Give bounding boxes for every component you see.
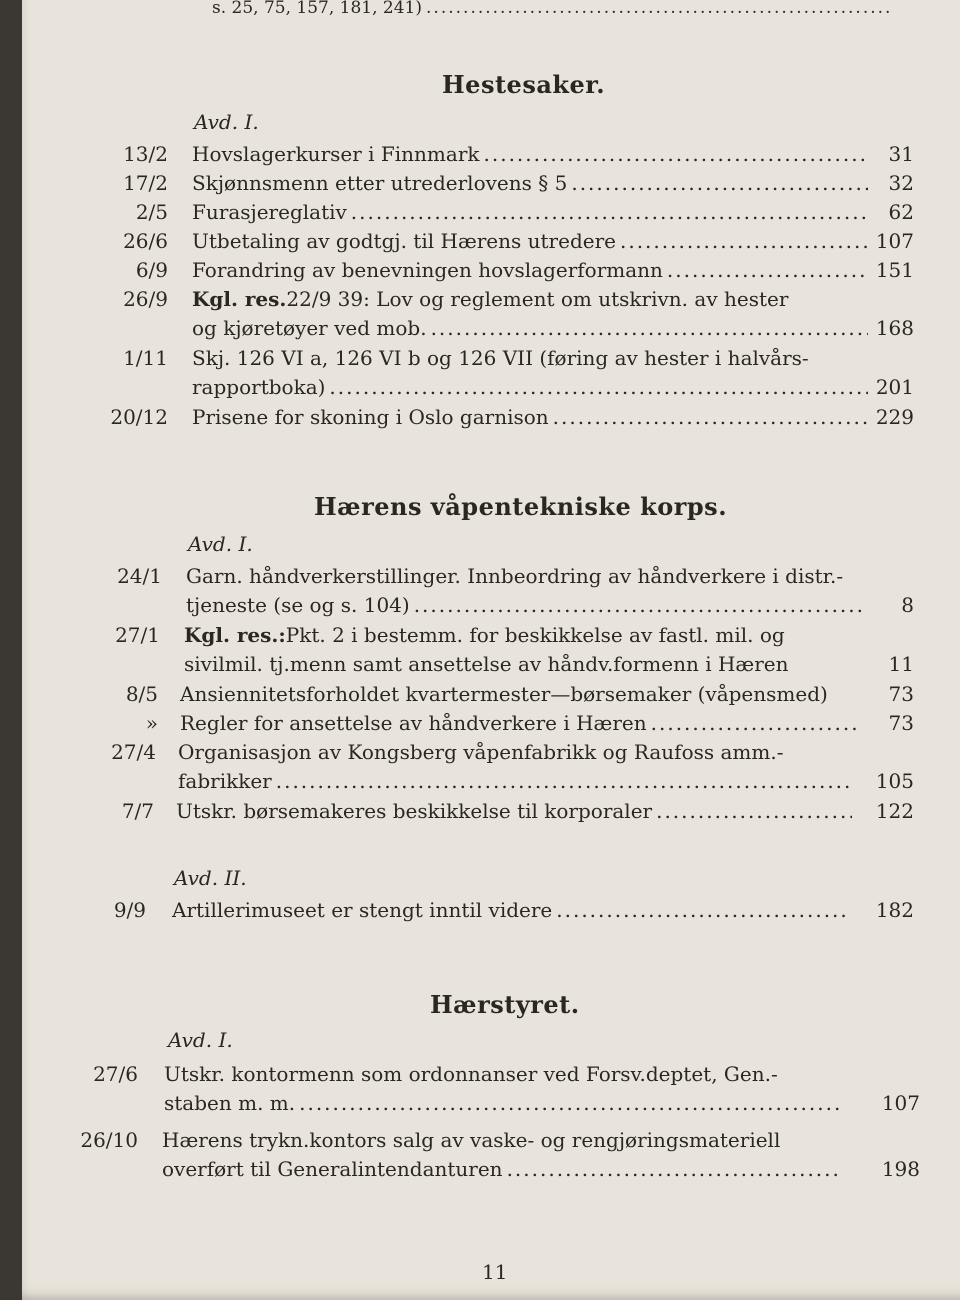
entry-date: »	[145, 711, 158, 735]
entry-text: Ansiennitetsforholdet kvartermester—børsemaker (våpensmed)	[180, 682, 828, 706]
entry-date: 24/1	[117, 564, 162, 588]
entry-date: 17/2	[123, 171, 168, 195]
entry-page: 107	[881, 1091, 920, 1115]
section-title: Hærstyret.	[430, 990, 580, 1019]
entry-text: Skj. 126 VI a, 126 VI b og 126 VII (føring av hester i halvårs-	[192, 346, 809, 370]
entry-text: fabrikker	[178, 769, 272, 793]
entry-page: 229	[875, 405, 914, 429]
avd-heading: Avd. I.	[168, 1028, 233, 1052]
entry-bold-prefix: Kgl. res.:	[184, 623, 286, 647]
entry-text: Hærens trykn.kontors salg av vaske- og rengjøringsmateriell	[162, 1128, 781, 1152]
document-page	[22, 0, 960, 1300]
entry-page: 62	[888, 200, 914, 224]
entry-text: tjeneste (se og s. 104)	[186, 593, 410, 617]
entry-text: staben m. m.	[164, 1091, 296, 1115]
continued-entry-text: s. 25, 75, 157, 181, 241)	[212, 0, 423, 18]
entry-text: Hovslagerkurser i Finnmark	[192, 142, 480, 166]
entry-text: Utbetaling av godtgj. til Hærens utredere	[192, 229, 616, 253]
entry-page: 107	[875, 229, 914, 253]
entry-page: 73	[888, 711, 914, 735]
entry-date: 26/6	[123, 229, 168, 253]
entry-date: 8/5	[125, 682, 158, 706]
continued-entry-line	[212, 0, 892, 18]
entry-page: 201	[875, 375, 914, 399]
entry-page: 8	[901, 593, 914, 617]
entry-text: Garn. håndverkerstillinger. Innbeordring av håndverkere i distr.-	[186, 564, 844, 588]
entry-date: 9/9	[113, 898, 146, 922]
entry-page: 31	[888, 142, 914, 166]
entry-text: Organisasjon av Kongsberg våpenfabrikk og Raufoss amm.-	[178, 740, 784, 764]
section-title: Hestesaker.	[442, 70, 606, 99]
entry-date: 27/6	[93, 1062, 138, 1086]
entry-text: Utskr. kontormenn som ordonnanser ved Forsv.deptet, Gen.-	[164, 1062, 778, 1086]
entry-text: Furasjereglativ	[192, 200, 347, 224]
entry-text: 22/9 39: Lov og reglement om utskrivn. av hester	[286, 287, 789, 311]
entry-date: 6/9	[135, 258, 168, 282]
entry-page: 32	[888, 171, 914, 195]
entry-page: 73	[888, 682, 914, 706]
entry-text: Utskr. børsemakeres beskikkelse til korporaler	[176, 799, 653, 823]
avd-heading: Avd. I.	[194, 110, 259, 134]
entry-text: Skjønnsmenn etter utrederlovens § 5	[192, 171, 568, 195]
entry-text: overført til Generalintendanturen	[162, 1157, 503, 1181]
entry-date: 26/10	[80, 1128, 138, 1152]
entry-text: Artillerimuseet er stengt inntil videre	[172, 898, 553, 922]
entry-date: 13/2	[123, 142, 168, 166]
entry-page: 11	[888, 652, 914, 676]
entry-date: 7/7	[121, 799, 154, 823]
avd-heading: Avd. I.	[188, 532, 253, 556]
section-title: Hærens våpentekniske korps.	[314, 492, 728, 521]
entry-page: 105	[875, 769, 914, 793]
entry-page: 198	[881, 1157, 920, 1181]
page-number: 11	[482, 1260, 508, 1284]
entry-bold-prefix: Kgl. res.	[192, 287, 287, 311]
entry-page: 168	[875, 316, 914, 340]
entry-text: Pkt. 2 i bestemm. for beskikkelse av fastl. mil. og	[285, 623, 785, 647]
entry-date: 20/12	[110, 405, 168, 429]
entry-text: Regler for ansettelse av håndverkere i Hæren	[180, 711, 647, 735]
avd-heading: Avd. II.	[174, 866, 247, 890]
entry-date: 1/11	[123, 346, 168, 370]
entry-text: Prisene for skoning i Oslo garnison	[192, 405, 549, 429]
entry-text: rapportboka)	[192, 375, 326, 399]
entry-text: Forandring av benevningen hovslagerformann	[192, 258, 663, 282]
entry-page: 182	[875, 898, 914, 922]
entry-date: 2/5	[135, 200, 168, 224]
entry-date: 27/4	[111, 740, 156, 764]
entry-page: 151	[875, 258, 914, 282]
entry-date: 27/1	[115, 623, 160, 647]
entry-text: og kjøretøyer ved mob.	[192, 316, 427, 340]
entry-text: sivilmil. tj.menn samt ansettelse av håndv.formenn i Hæren	[184, 652, 789, 676]
entry-page: 122	[875, 799, 914, 823]
entry-date: 26/9	[123, 287, 168, 311]
